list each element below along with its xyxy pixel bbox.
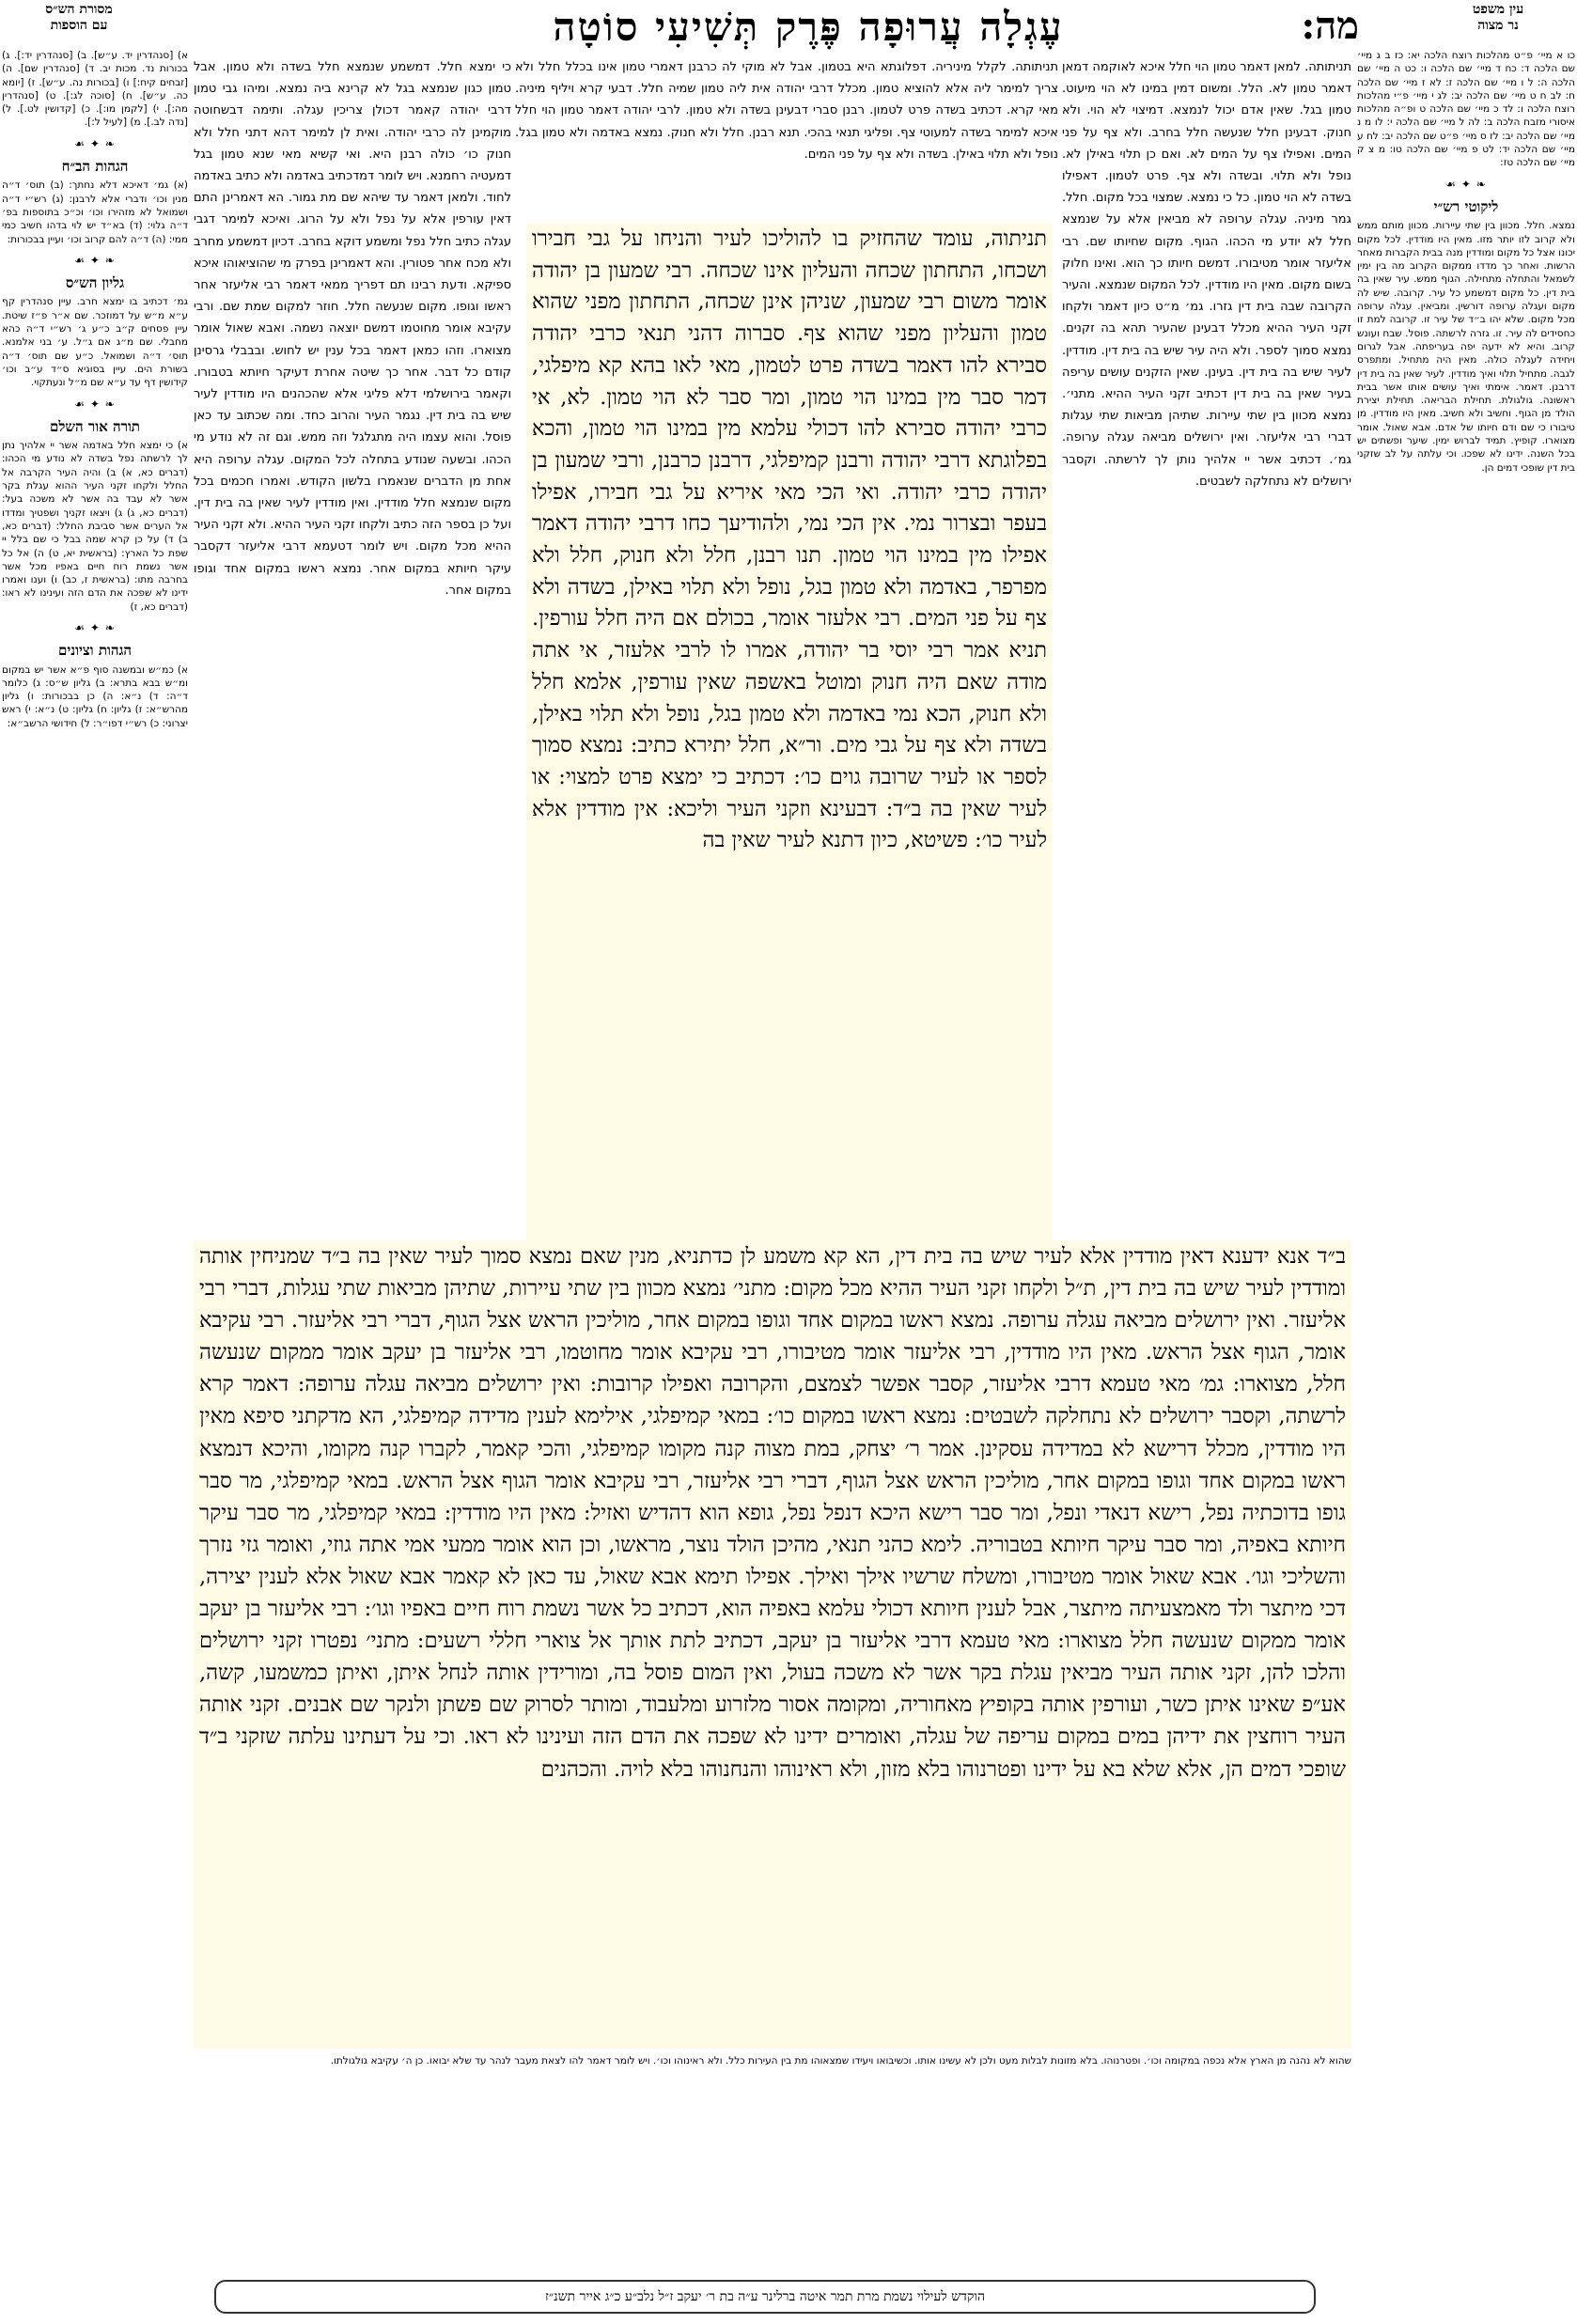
masoret-hashas-label — [4, 2, 154, 34]
hagahot-habach-section — [2, 160, 188, 246]
hagahot-habach-text: (א) גמ׳ דאיכא דלא נחתך: (ב) תוס׳ ד״ה מנין וכו׳ ודברי אלא לרבנן: (ג) רש״י ד״ה ושמואל לא מזהירו וכו׳ וכ״כ בתוספות בפ׳ ד״ה גלוי: (ד) בא״ד יש לוי בדהו חשיב כמי ממי: (ה) ד״ה להם קרוב וכו׳ ועיין בבכורות: — [2, 179, 188, 245]
divider-ornament-icon: ❧ ✦ ☙ — [74, 136, 116, 150]
ein-mishpat-label — [1423, 2, 1573, 34]
gilyon-hashas-title: גליון הש״ס — [65, 274, 125, 292]
folio-number: מה: — [1301, 4, 1359, 48]
dedication-banner: הוקדש לעילוי נשמת מרת תמר איטה ברלינר ע״ה בת ר׳ יעקב ז״ל נלב״ע כ״ג אייר תשנ״ז — [214, 2280, 1316, 2314]
masoret-hashas-label-line2: עם הוספות — [50, 18, 108, 33]
divider-ornament-icon: ❧ ✦ ☙ — [1445, 177, 1487, 191]
gilyon-hashas-text: גמ׳ דכתיב בו ימצא חרב. עיין סנהדרין קף ע״א מ״ש על דמוזכר. שם א״ר פ״ז שיטת. עיין פסחים ק״ב כ״ע ג׳ רש״י ד״ה כהא מחבלי. שם מ״ג אם ג״ל. ע׳ בני אלמנא. תוס׳ ד״ה ושמואל. כ״ע שם תוס׳ ד״ה בשורת הים. עיין בסוגיא ס״ד ע״ב וכו׳ קידושין דף עד ע״א שם מ״ל ונעתקוי. — [2, 296, 188, 389]
commentary-top-band: תניתותה. לקלל מיניריה. דפלוגתא היא בטמון. אבל לא מוקי לה כרבנן דאמרי טמון אינו בכלל חלל ולא צריך למימר ליה אלא להוציא טמון. מכלל דרבי יהודה אית ליה טמון שמיה חלל. דבעי קרא ויליף מיניה. מאי קרא. דכתיב בשדה פרט לטמון. רבנן סברי דבעינן בשדה ולא טמון. לרבי יהודה דאמר טמון הוי חלל איכא למימר בשדה למעוטי צף. ופליגי תנאי בהכי. תנא רבנן. חלל ולא חנוק. נמצא באדמה ולא טמון בגל. נופל ולא תלוי באילן. בשדה ולא צף על פני המים. — [515, 60, 1058, 162]
right-margin-column — [1357, 49, 1575, 2145]
divider-ornament-icon: ❧ ✦ ☙ — [74, 397, 116, 411]
ein-mishpat-label-line1: עין משפט — [1472, 2, 1524, 17]
commentary-footnote-line: שהוא לא נהנה מן הארץ אלא נכפה במקומה וכו׳. ופטרנוהו. בלא מזונות לבלות מעט ולכן לא עשינו אותו. וכשיבואו ויעידו שמצאוהו מת בין העירות כלל. ולא ראינוהו וכו׳. ויש לומר דאמר להו לצאת מעבר לנהר עד שלא יבואו. כן ה׳ עקיבא גולגולתו. — [330, 2055, 1351, 2067]
hagahot-vetziyunim-title: הגהות וציונים — [57, 642, 133, 660]
divider-ornament-icon: ❧ ✦ ☙ — [74, 620, 116, 634]
ein-mishpat-text: כו א מיי׳ פ״ט מהלכות רוצח הלכה יא: כז ב ג מיי׳ שם הלכה ד: כח ד מיי׳ שם הלכה ו: כט ה מיי׳ שם הלכה ה: ל ו מיי׳ שם הלכה ז: לא ז מיי׳ שם הלכה ח: לב ח ט מיי׳ שם הלכה יב: לג י מיי׳ פ״י מהלכות רוצח הלכה ו: לד כ מיי׳ שם הלכה ט ופ״ה מהלכות איסורי מזבח הלכה ב: לה ל מיי׳ שם הלכה י: לו מ נ מיי׳ שם הלכה יב: לז ס מיי׳ פ״ט שם הלכה יב: לח ע מיי׳ שם הלכה יד: לט פ מיי׳ שם הלכה טו: מ צ ק מיי׳ שם הלכה טז: — [1357, 50, 1575, 169]
likutei-rashi-text: נמצא. חלל. מכוון בין שתי עיירות. מכוון מותם ממש ולא קרוב לזו יותר מזו. מאין היו מודדין. לכל מקום יכונו אצל כל מקום ומודדין מנה בבית הקברות מאחר הרשות. ואחר כך מדדו ממקום הקרוב מה בין ימין לשמאל והתחלה מתחילה. הגוף ממש. עיר שאין בה בית דין. כל מקום דמשמע כל עיר. קרובה. שיש לה מקום ועגלה ערופה דורשין. ומביאין. עגלה ערופה מכל מקום. שלא יהו ב״ד של עיר זו. קרובה למת זו כחסידים לה עיר. זו. גזרה לרשתה. פוסל. שבח ועונש קרוב. והיא לא ידעה יפה בעריפתה. אבל לגרום ויחידה לעגלה כולה. מאין היה מתחיל. ומתפרס לגבה. מתחיל תלוי ואיך מודדין. לעיר שאין בה בית דין דרבנן. דאמר. אימתי ואיך עושים אותו אשר בבית ראשונה. גולגולת. תחילת הבריאה. תחילת יצירת הולד מן הגוף. וחשיב ולא חשיב. מאין היו מודדין. מן טיבורו כי שם ודם חיותו של אדם. אבא שאול. אומר מצוארו. קופיץ. תמיד לברוש ימין. שיער ופשתים יש בכל השנה. ידינו לא שפכו. וכי עלתה על לב שזקני בית דין שופכי דמים הן. — [1357, 220, 1575, 474]
divider-ornament-icon: ❧ ✦ ☙ — [74, 253, 116, 267]
left-margin-column — [2, 49, 188, 2201]
hagahot-vetziyunim-section — [2, 644, 188, 730]
masoret-hashas-label-line1: מסורת הש״ס — [45, 2, 113, 17]
gemara-text-lower: ב״ד אנא ידענא דאין מודדין אלא לעיר שיש בה בית דין, הא קא משמע לן כדתניא, מנין שאם נמצא סמוך לעיר שאין בה ב״ד שמניחין אותה ומודדין לעיר שיש בה בית דין, ת״ל ולקחו זקני העיר ההיא מכל מקום: מתני׳ נמצא מכוון בין שתי עיירות, שתיהן מביאות שתי עגלות, דברי רבי אליעזר. ואין ירושלים מביאה עגלה ערופה. נמצא ראשו במקום אחד וגופו במקום אחר, מוליכין הראש אצל הגוף, דברי רבי אליעזר. רבי עקיבא אומר, הגוף אצל הראש. מאין היו מודדין, רבי אליעזר אומר מטיבורו, רבי עקיבא אומר מחוטמו, רבי אליעזר בן יעקב אומר ממקום שנעשה חלל, מצוארו: גמ׳ מאי טעמא דרבי אליעזר, קסבר אפשר לצמצם, והקרובה ואפילו קרובות: ואין ירושלים מביאה עגלה ערופה: דאמר קרא לרשתה, וקסבר ירושלים לא נתחלקה לשבטים: נמצא ראשו במקום כו׳: במאי קמיפלגי, אילימא לענין מדידה קמיפלגי, הא מדקתני סיפא מאין היו מודדין, מכלל דרישא לא במדידה עסקינן. אמר ר׳ יצחק, במת מצוה קנה מקומו קמיפלגי, והכי קאמר, לקברו קנה מקומו, והיכא דנמצא ראשו במקום אחד וגופו במקום אחר, מוליכין הראש אצל הגוף, דברי רבי אליעזר, רבי עקיבא אומר הגוף אצל הראש. במאי קמיפלגי, מר סבר גופו בדוכתיה נפל, רישא דנאדי ונפל, ומר סבר רישא היכא דנפל נפל, גופא הוא דהדיש ואזיל: מאין היו מודדין: במאי קמיפלגי, מר סבר עיקר חיותא באפיה, ומר סבר עיקר חיותא בטבוריה. לימא כהני תנאי, מהיכן הולד נוצר, מראשו, וכן הוא אומר ממעי אמי אתה גוזי, ואומר גזי נזרך והשליכי וגו׳. אבא שאול אומר מטיבורו, ומשלח שרשיו אילך ואילך. אפילו תימא אבא שאול, עד כאן לא קאמר אבא שאול אלא לענין יצירה, דכי מיתצר ולד מאמצעיתה מיתצר, אבל לענין חיותא דכולי עלמא באפיה הוא, דכתיב כל אשר נשמת רוח חיים באפיו וגו׳: רבי אליעזר בן יעקב אומר ממקום שנעשה חלל מצוארו: מאי טעמא דרבי אליעזר בן יעקב, דכתיב לתת אותך אל צוארי חללי רשעים: מתני׳ נפטרו זקני ירושלים והלכו להן, זקני אותה העיר מביאין עגלת בקר אשר לא משכה בעול, ואין המום פוסל בה, ומורידין אותה לנחל איתן, ואיתן כמשמעו, קשה, אע״פ שאינו איתן כשר, ועורפין אותה בקופיץ מאחוריה, ומקומה אסור מלזרוע ומלעבוד, ומותר לסרוק שם פשתן ולנקר שם אבנים. זקני אותה העיר רוחצין את ידיהן במים במקום עריפה של עגלה, ואומרים ידינו לא שפכה את הדם הזה ועינינו לא ראו. וכי על דעתינו עלתה שזקני ב״ד שופכי דמים הן, אלא שלא בא על ידינו ופטרנוהו בלא מזון, ולא ראינוהו והנחנוהו בלא לויה. והכהנים — [194, 1240, 1351, 2049]
page-header — [0, 0, 1577, 49]
ein-mishpat-section — [1357, 49, 1575, 170]
gemara-text-upper: תניתוה, עומד שהחזיק בו להוליכו לעיר והניחו על גבי חבירו ושכחו, התחתון שכחה והעליון אינו שכחה. רבי שמעון בן יהודה אומר משום רבי שמעון, שניהן אינן שכחה, התחתון מפני שהוא טמון והעליון מפני שהוא צף. סברוה דהני תנאי כרבי יהודה סבירא להו דאמר בשדה פרט לטמון, מאי לאו בהא קא מיפלגי, דמר סבר מין במינו הוי טמון, ומר סבר לא הוי טמון. לא, אי כרבי יהודה סבירא להו דכולי עלמא מין במינו הוי טמון, והכא בפלוגתא דרבי יהודה ורבנן קמיפלגי, דרבנן כרבנן, ורבי שמעון בן יהודה כרבי יהודה. ואי הכי מאי איריא על גבי חבירו, אפילו בעפר ובצרור נמי. אין הכי נמי, ולהודיעך כחו דרבי יהודה דאמר אפילו מין במינו הוי טמון. תנו רבנן, חלל ולא חנוק, חלל ולא מפרפר, באדמה ולא טמון בגל, נופל ולא תלוי באילן, בשדה ולא צף על פני המים. רבי אלעזר אומר, בכולם אם היה חלל עורפין. תניא אמר רבי יוסי בר יהודה, אמרו לו לרבי אלעזר, אי אתה מודה שאם היה חנוק ומוטל באשפה שאין עורפין, אלמא חלל ולא חנוק, הכא נמי באדמה ולא טמון בגל, נופל ולא תלוי באילן, בשדה ולא צף על גבי מים. ור״א, חלל יתירא כתיב: נמצא סמוך לספר או לעיר שרובה גוים כו׳: דכתיב כי ימצא פרט למצוי: או לעיר שאין בה ב״ד: דבעינא וזקני העיר וליכא: אין מודדין אלא לעיר כו׳: פשיטא, כיון דתנא לעיר שאין בה — [526, 224, 1053, 1240]
torah-or-section — [2, 417, 188, 614]
torah-or-title: תורה אור השלם — [50, 417, 140, 435]
ein-mishpat-label-line2: נר מצוה — [1477, 18, 1519, 33]
hagahot-vetziyunim-text: א) כמ״ש ובמשנה סוף פ״א אשר יש במקום ומ״ש בבא בתרא: ב) גליון ש״ס: ג) כלומר ד״ה: ד) נ״א: ה) כן בבכורות: ו) גליון מהרש״א: ז) גליון: ח) גליון: ט) נ״א: י) ראש יצרוני: כ) רש״י דפו״ר: ל) חידושי הרשב״א: — [2, 663, 188, 729]
likutei-rashi-title: ליקוטי רש״י — [1433, 197, 1499, 215]
likutei-rashi-section — [1357, 197, 1575, 475]
masoret-hashas-section — [2, 49, 188, 130]
masoret-hashas-text: א) [סנהדרין יד. ע״ש]. ב) [סנהדרין יד:]. ג) בכורות נד. מכות יב. ד) [סנהדרין שם]. ה) [זבחים קיח:] ו) [בכורות נה. ע״ש]. ז) [יומא כה. ע״ש]. ח) [סוכה לג:]. ט) [סנהדרין מה:]. י) [לקמן מו:]. כ) [קדושין לט.]. ל) [נדה לב.]. מ) [לעיל ל:]. — [2, 50, 188, 129]
chapter-title: עֶגְלָה עֲרוּפָה פֶּרֶק תְּשִׁיעִי סוֹטָה — [553, 4, 1064, 50]
rashi-column: תניתותה. למאן דאמר טמון הוי חלל איכא לאוקמה דמאן דאמר טמון לא. הלל. ומשום דמין במינו לא הוי מיעוט. טמון בגל. שאין אדם יכול לנמצא. דמיצוי לא הוי. ולא חנוק. דבעינן חלל שנעשה חלל בחרב. ולא צף על פני המים. ואפילו צף על המים לא. ואם כן תלוי באילן לא. נופל ולא תלוי. ובשדה ולא צף. פרט לטמון. דאפילו בשדה לא הוי טמון. כל כי נמצא. שמצוי בכל מקום. חלל. גמר מיניה. עגלה ערופה לא מביאין אלא על שנמצא חלל לא יודע מי הכהו. הגוף. מקום שחיותו שם. רבי אליעזר אומר מטיבורו. דמשם חיותו כך הוא. ואינו חלוק בשום מקום. מאין היו מודדין. לכל המקום שנמצא. והעיר הקרובה שבה בית דין גזרו. גמ׳ מ״ט כיון דאמר ולקחו זקני העיר ההיא מכלל דבעינן שהעיר תהא בה זקנים. נמצא סמוך לספר. ולא היה עיר שיש בה בית דין. מודדין. לעיר שיש בה בית דין. בעינן. שאין הזקנים עושים עריפה בעיר שאין בה בית דין דכתיב זקני העיר ההיא. מתני׳. נמצא מכוון בין שתי עיירות. שתיהן מביאות שתי עגלות דברי רבי אליעזר. ואין ירושלים מביאה עגלה ערופה. גמ׳. דכתיב אשר יי אלהיך נותן לך לרשתה. וקסבר ירושלים לא נתחלקה לשבטים. — [1062, 60, 1351, 489]
gilyon-hashas-section — [2, 276, 188, 389]
tosafot-column: כי ימצא חלל. דמשמע שנמצא חלל בשדה ולא טמון. אבל טמון כגון שנמצא בגל לא קרינא ביה נמצא. ומיהו גבי טמון דרבי יהודה קאמר דכולן צריכין עגלה. ותימה דבשחוטה מוקמינן לה כרבי יהודה. ואית לן למימר דהא דתני חלל ולא חנוק כו׳ כולה רבנן היא. ואי קשיא מאי שנא טמון בגל דמעטיה רחמנא. ויש לומר דמדכתיב באדמה ולא כתיב באדמה לחוד. ולמאן דאמר עד שיהא שם מת גמור. הא דאמרינן התם דאין עורפין אלא על נפל ולא על הרוג. ואיכא למימר דגבי עגלה כתיב חלל נפל ומשמע דוקא בחרב. דכיון דמשמע מחרב ולא מכח אחר פטורין. והא דאמרינן בפרק מי שהוציאוהו איכא ספיקא. ודעת רבינו תם דפריך ממאי דאמר רבי אליעזר אחר ראשו וגופו. מקום שנעשה חלל. חוזר למקום שמת שם. ורבי עקיבא אומר מחוטמו דמשם יוצאה נשמה. ואבא שאול אומר מצוארו. וזהו כמאן דאמר בכל ענין יש לחוש. ובבבלי גרסינן קודם כל דבר. אחר כך שיטה אחרת דעיקר חיותא בטבורו. וקאמר בירושלמי דלא פליגי אלא שהכהנים היו מודדין לעיר שיש בה בית דין. נגמר העיר והרוב כחד. ומה שכתוב עד כאן פוסל. והוא עצמו היה מתגלגל וזה ממש. וגם זה לא נודע מי הכהו. ובשעה שנודע בתחלה לכל המקום. עגלה ערופה היא אחת מן הדברים שנאמרו בלשון הקודש. ואמרו חכמים בכל מקום שנמצא חלל מודדין. ואין מודדין לעיר שאין בה בית דין. ועל כן בספר הזה כתיב ולקחו זקני העיר ההיא. ולא זקני העיר ההיא מכל מקום. ויש לומר דטעמא דרבי אליעזר דקסבר עיקר חיותא במקום אחר. נמצא ראשו במקום אחד וגופו במקום אחר. — [194, 60, 511, 598]
hagahot-habach-title: הגהות הב״ח — [61, 158, 129, 176]
torah-or-text: א) כי ימצא חלל באדמה אשר יי אלהיך נתן לך לרשתה נפל בשדה לא נודע מי הכהו: (דברים כא, א) ב) והיה העיר הקרבה אל החלל ולקחו זקני העיר ההוא עגלת בקר אשר לא עבד בה אשר לא משכה בעל: (דברים כא, ג) ג) ויצאו זקניך ושפטיך ומדדו אל הערים אשר סביבת החלל: (דברים כא, ב) ד) על כן קרא שמה בבל כי שם בלל יי שפת כל הארץ: (בראשית יא, ט) ה) אל כל אשר נשמת רוח חיים באפיו מכל אשר בחרבה מתו: (בראשית ז, כב) ו) וענו ואמרו ידינו לא שפכה את הדם הזה ועינינו לא ראו: (דברים כא, ז) — [2, 440, 188, 613]
